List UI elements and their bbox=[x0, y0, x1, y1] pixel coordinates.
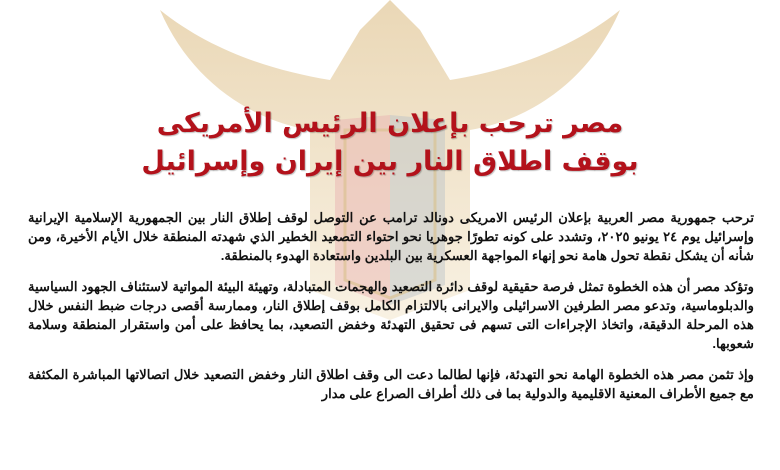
headline-line-1: مصر ترحب بإعلان الرئيس الأمريكى bbox=[156, 108, 624, 139]
paragraph: وتؤكد مصر أن هذه الخطوة تمثل فرصة حقيقية لوقف دائرة التصعيد والهجمات المتبادلة، وتهيئة البيئة المواتية لاستئناف الجهود السياسية والدبلوماسية، وتدعو مصر الطرفين الاسرائيلى والايرانى بالالتزام الكامل بوقف إطلاق النار، وممارسة أقصى درجات ضبط النفس خلال هذه المرحلة الدقيقة، واتخاذ الإجراءات التى تسهم فى تحقيق التهدئة وخفض التصعيد، بما يحافظ على أمن واستقرار المنطقة وسلامة شعوبها. bbox=[28, 279, 754, 351]
paragraph: وإذ تثمن مصر هذه الخطوة الهامة نحو التهدئة، فإنها لطالما دعت الى وقف اطلاق النار وخفض التصعيد خلال اتصالاتها المباشرة المكثفة مع جميع الأطراف المعنية الاقليمية والدولية بما فى ذلك أطراف الصراع على مدار bbox=[28, 367, 754, 401]
statement-body bbox=[28, 208, 754, 415]
paragraph: ترحب جمهورية مصر العربية بإعلان الرئيس الامريكى دونالد ترامب عن التوصل لوقف إطلاق النار بين الجمهورية الإسلامية الإيرانية وإسرائيل يوم ٢٤ يونيو ٢٠٢٥، وتشدد على كونه تطورًا جوهريا نحو احتواء التصعيد الخطير الذي شهدته المنطقة خلال الأيام الأخيرة، ومن شأنه أن يشكل نقطة تحول هامة نحو إنهاء المواجهة العسكرية بين البلدين واستعادة الهدوء بالمنطقة. bbox=[28, 210, 754, 263]
headline-line-2: بوقف اطلاق النار بين إيران وإسرائيل bbox=[141, 146, 639, 177]
